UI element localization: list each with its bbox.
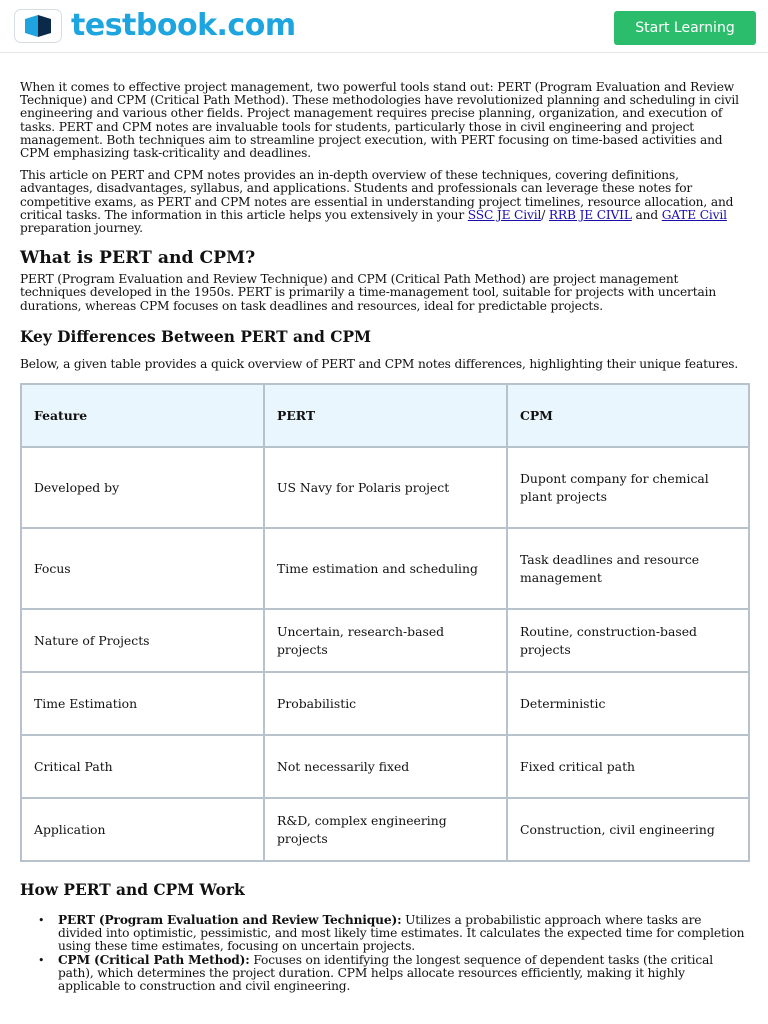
table-row — [21, 672, 749, 735]
testbook-logo-icon — [14, 9, 62, 43]
table-header-cell: CPM — [507, 384, 749, 447]
intro-paragraph-2 — [20, 169, 748, 235]
intro-paragraph-2-text: This article on PERT and CPM notes provides an in-depth overview of these techniques, covering definitions, advantages, disadvantages, syllabus, and applications. Students and professionals can leverage these notes for competitive exams, as PERT and CPM notes are essential in understanding project timelines, resource allocation, and critical tasks. The information in this article helps you extensively in your — [20, 168, 734, 222]
table-cell: US Navy for Polaris project — [264, 447, 507, 528]
heading-what-is-pert-cpm: What is PERT and CPM? — [20, 248, 256, 269]
table-row — [21, 447, 749, 528]
table-cell: Not necessarily fixed — [264, 735, 507, 798]
table-cell: Construction, civil engineering — [507, 798, 749, 861]
list-item — [38, 913, 748, 954]
logo-text: testbook.com — [71, 8, 296, 43]
table-cell: Task deadlines and resource management — [507, 528, 749, 609]
table-row — [21, 528, 749, 609]
table-cell: Deterministic — [507, 672, 749, 735]
table-cell: Dupont company for chemical plant projects — [507, 447, 749, 528]
table-cell: R&D, complex engineering projects — [264, 798, 507, 861]
bullet-icon: • — [38, 953, 45, 967]
list-item-text: Focuses on identifying the longest sequence of dependent tasks (the critical path), which determines the project duration. CPM helps allocate resources efficiently, making it highly applicable to construction and civil engineering. — [58, 952, 713, 994]
intro-paragraph-1: When it comes to effective project management, two powerful tools stand out: PERT (Program Evaluation and Review Technique) and CPM (Critical Path Method). These methodologies have revolutionized planning and scheduling in civil engineering and various other fields. Project management requires precise planning, organization, and execution of tasks. PERT and CPM notes are invaluable tools for students, particularly those in civil engineering and project management. Both techniques aim to streamline project execution, with PERT focusing on time-based activities and CPM emphasizing task-criticality and deadlines. — [20, 80, 739, 161]
table-row — [21, 735, 749, 798]
gate-civil-link[interactable]: GATE Civil — [661, 207, 727, 222]
list-item — [38, 952, 748, 994]
table-cell: Time Estimation — [21, 672, 264, 735]
list-item-text: Utilizes a probabilistic approach where tasks are divided into optimistic, pessimistic, and most likely time estimates. It calculates the expected time for completion using these time estimates, focusing on uncertain projects. — [58, 913, 745, 954]
table-cell: Focus — [21, 528, 264, 609]
table-cell: Routine, construction-based projects — [507, 609, 749, 672]
comparison-table — [20, 383, 750, 862]
table-intro-paragraph: Below, a given table provides a quick overview of PERT and CPM notes differences, highlighting their unique features. — [20, 356, 739, 371]
table-cell: Fixed critical path — [507, 735, 749, 798]
table-cell: Critical Path — [21, 735, 264, 798]
list-item-term: PERT (Program Evaluation and Review Technique): — [58, 913, 402, 928]
list-item-term: CPM (Critical Path Method): — [58, 952, 250, 967]
separator-and: and — [631, 207, 662, 222]
table-header-cell: PERT — [264, 384, 507, 447]
table-header-cell: Feature — [21, 384, 264, 447]
site-header — [0, 0, 768, 53]
ssc-je-civil-link[interactable]: SSC JE Civil — [467, 207, 542, 222]
table-header-row — [21, 384, 749, 447]
table-cell: Nature of Projects — [21, 609, 264, 672]
table-cell: Time estimation and scheduling — [264, 528, 507, 609]
heading-key-differences: Key Differences Between PERT and CPM — [20, 327, 372, 346]
table-cell: Uncertain, research-based projects — [264, 609, 507, 672]
start-learning-button[interactable]: Start Learning — [614, 11, 756, 45]
heading-how-pert-cpm-work: How PERT and CPM Work — [20, 881, 245, 900]
table-cell: Application — [21, 798, 264, 861]
separator-slash: / — [541, 207, 549, 222]
table-row — [21, 798, 749, 861]
table-cell: Probabilistic — [264, 672, 507, 735]
rrb-je-civil-link[interactable]: RRB JE CIVIL — [548, 207, 632, 222]
site-logo[interactable] — [14, 9, 296, 43]
what-is-paragraph: PERT (Program Evaluation and Review Technique) and CPM (Critical Path Method) are project management techniques developed in the 1950s. PERT is primarily a time-management tool, suitable for projects with uncertain durations, whereas CPM focuses on task deadlines and resources, ideal for predictable projects. — [20, 272, 717, 313]
intro-paragraph-2-end: preparation journey. — [20, 221, 143, 236]
table-cell: Developed by — [21, 447, 264, 528]
bullet-icon: • — [38, 914, 45, 928]
article-body — [20, 81, 748, 993]
table-row — [21, 609, 749, 672]
how-it-works-list — [20, 914, 748, 993]
